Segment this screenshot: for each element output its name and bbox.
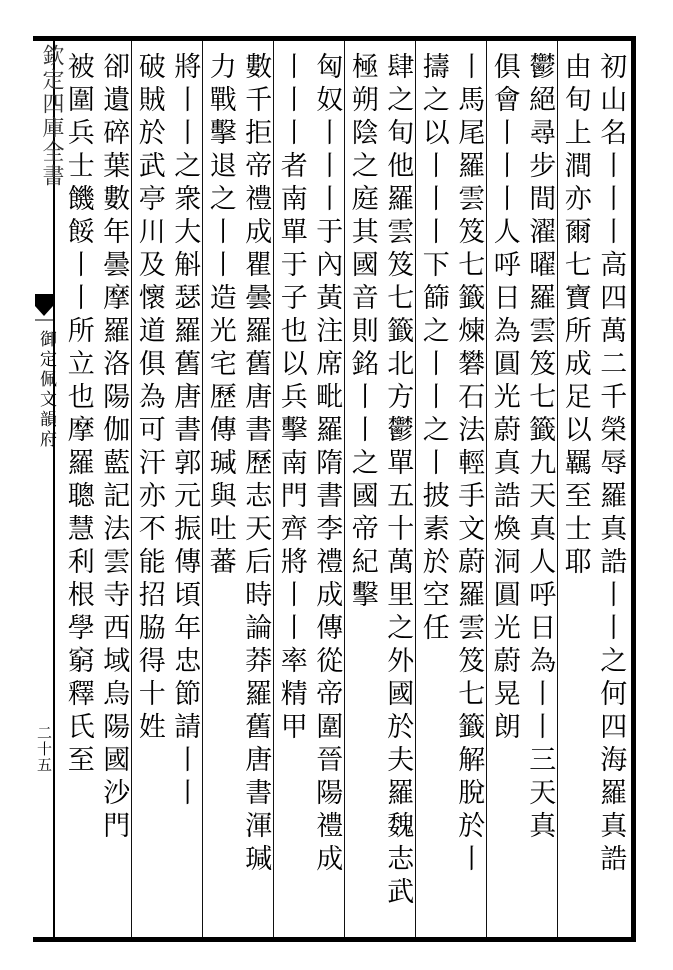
text-column: 初山名丨丨丨高四萬二千榮辱羅真誥丨丨之何四海羅真誥: [595, 52, 627, 877]
text-column: 極朔陰之庭其國音則銘丨丨之國帝紀擊: [346, 52, 378, 613]
text-column: 擣之以丨丨丨下篩之丨丨之丨披素於空任: [417, 52, 449, 646]
text-column: 丨丨丨者南單于子也以兵擊南門齊將丨丨率精甲: [275, 52, 307, 745]
text-column: 俱會丨丨丨人呼日為圓光蔚真誥煥洞圓光蔚晃朗: [488, 52, 520, 745]
text-column: 肆之旬他羅雲笈七籤北方鬱單五十萬里之外國於夫羅魏志武: [382, 52, 414, 910]
text-column: 由旬上澗亦爾七寶所成足以羈至士耶: [559, 52, 591, 580]
text-column: 匈奴丨丨丨于內黃注席毗羅隋書李禮成傳從帝圍晉陽禮成: [311, 52, 343, 877]
text-column: 被圍兵士饑餒丨丨所立也摩羅聰慧利根學窮釋氏至: [62, 52, 94, 778]
text-column: 卻遺碎葉數年曇摩羅洛陽伽藍記法雲寺西域烏陽國沙門: [98, 52, 130, 844]
text-column: 破賊於武亭川及懷道俱為可汗亦不能招脇得十姓: [133, 52, 165, 745]
text-column: 數千拒帝禮成瞿曇羅舊唐書歷志天后時論莽羅舊唐書渾瑊: [240, 52, 272, 877]
book-title: 御定佩文韻府: [36, 330, 56, 450]
text-column: 丨馬尾羅雲笈七籤煉礬石法輕手文蔚羅雲笈七籤解脫於丨: [453, 52, 485, 877]
text-column: 力戰擊退之丨丨造光宅歷傳瑊與吐蕃: [204, 52, 236, 580]
fish-tail-ornament-icon: [35, 294, 53, 324]
text-column: 鬱絕尋步間濯曜羅雲笈七籤九天真人呼日為丨丨三天真: [524, 52, 556, 844]
text-column: 將丨丨之衆大斛瑟羅舊唐書郭元振傳頃年忠節請丨丨: [169, 52, 201, 811]
margin-top-text: 欽定四庫全書: [39, 44, 64, 188]
page-number: 二十五: [35, 725, 53, 773]
